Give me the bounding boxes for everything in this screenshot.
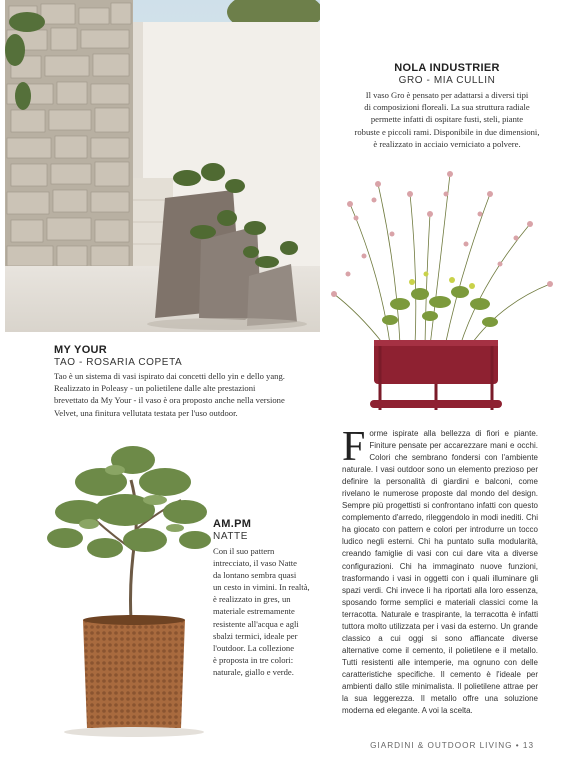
brand-name: NOLA INDUSTRIER — [394, 62, 500, 74]
description-line: Con il suo pattern — [213, 546, 275, 556]
description-line: è realizzato in acciaio verniciato a polvere. — [373, 138, 521, 149]
page-footer: GIARDINI & OUTDOOR LIVING • 13 — [370, 741, 534, 750]
description-line: Realizzato in Poleasy - un polietilene dalle alte prestazioni — [54, 383, 256, 394]
description-line: sbalzi termici, ideale per — [213, 630, 298, 641]
am-pm-block — [213, 518, 313, 678]
description-line: è realizzato in gres, un — [213, 594, 291, 605]
article-body — [342, 424, 538, 717]
description-line: Il vaso Gro è pensato per adattarsi a diversi tipi — [365, 90, 529, 100]
article-text: orme ispirate alla bellezza di fiori e piante. Finiture pensate per accarezzare mani e occhi. Colori che sembrano fondersi con l'ambiente naturale. I vasi outdoor sono un elemento prezioso per definire la personalità di giardini e balconi, come rivelano le numerose proposte dal mondo del design. Sempre più progettisti si confrontano infatti con questo complemento d'arredo, rileggendolo in modi inediti. Chi ha giocato con pattern e colori per introdurre un tocco ludico negli esterni. Chi ha puntato sulla modularità, creando famiglie di vasi con cui dare vita a diverse configurazioni. Chi ha immaginato nuove funzioni, trasformando i vasi in oggetti con i quali illuminare gli spazi verdi. Chi invece li ha riportati alla loro essenza, sposando forme semplici e materiali classici come la terracotta. Naturale e traspirante, la terracotta è infatti tuttora molto utilizzata per i vasi da esterno. Un grande classico a cui oggi si sono affiancate diverse alternative come il cemento, il polietilene e il metallo. Tutti resistenti alle intemperie, ma ognuno con delle caratteristiche specifiche. Il cemento è l'ideale per ambienti dallo stile minimalista. Il polietilene attrae per la sua leggerezza. Il metallo offre una soluzione moderna ed elegante. A voi la scelta. — [342, 429, 538, 716]
description-line: materiale estremamente — [213, 606, 295, 617]
description-line: è proposta in tre colori: — [213, 654, 294, 665]
drop-cap: F — [342, 424, 366, 470]
description-line: robuste e piccoli rami. Disponibile in due dimensioni, — [354, 126, 540, 137]
brand-name: AM.PM — [213, 518, 252, 530]
brand-name: MY YOUR — [54, 344, 108, 356]
description-line: resistente all'acqua e agli — [213, 618, 299, 629]
description-line: brevettato da My Your - il vaso è ora proposto anche nella versione — [54, 395, 285, 406]
gro-planter-photo — [330, 164, 566, 414]
product-description — [330, 89, 564, 150]
description-line: naturale, giallo e verde. — [213, 666, 294, 677]
description-line: permette infatti di ospitare fusti, steli, piante — [370, 114, 524, 125]
product-description — [54, 370, 336, 419]
product-name: GRO - MIA CULLIN — [398, 75, 496, 86]
product-name: TAO - ROSARIA COPETA — [54, 357, 183, 368]
description-line: Tao è un sistema di vasi ispirato dai concetti dello yin e dello yang. — [54, 371, 285, 381]
nola-industrier-block — [330, 62, 564, 150]
description-line: intrecciato, il vaso Natte — [213, 558, 297, 569]
natte-planter-photo — [5, 420, 225, 738]
product-name: NATTE — [213, 531, 249, 542]
description-line: l'outdoor. La collezione — [213, 642, 295, 653]
tao-planters-photo — [5, 0, 320, 332]
description-line: di composizioni floreali. La sua struttura radiale — [364, 102, 530, 113]
description-line: da lontano sembra quasi — [213, 570, 297, 581]
description-line: Velvet, una finitura vellutata testata per l'uso outdoor. — [54, 407, 238, 418]
description-line: un cesto in vimini. In realtà, — [213, 582, 310, 593]
my-your-block — [54, 344, 336, 419]
product-description — [213, 545, 313, 678]
